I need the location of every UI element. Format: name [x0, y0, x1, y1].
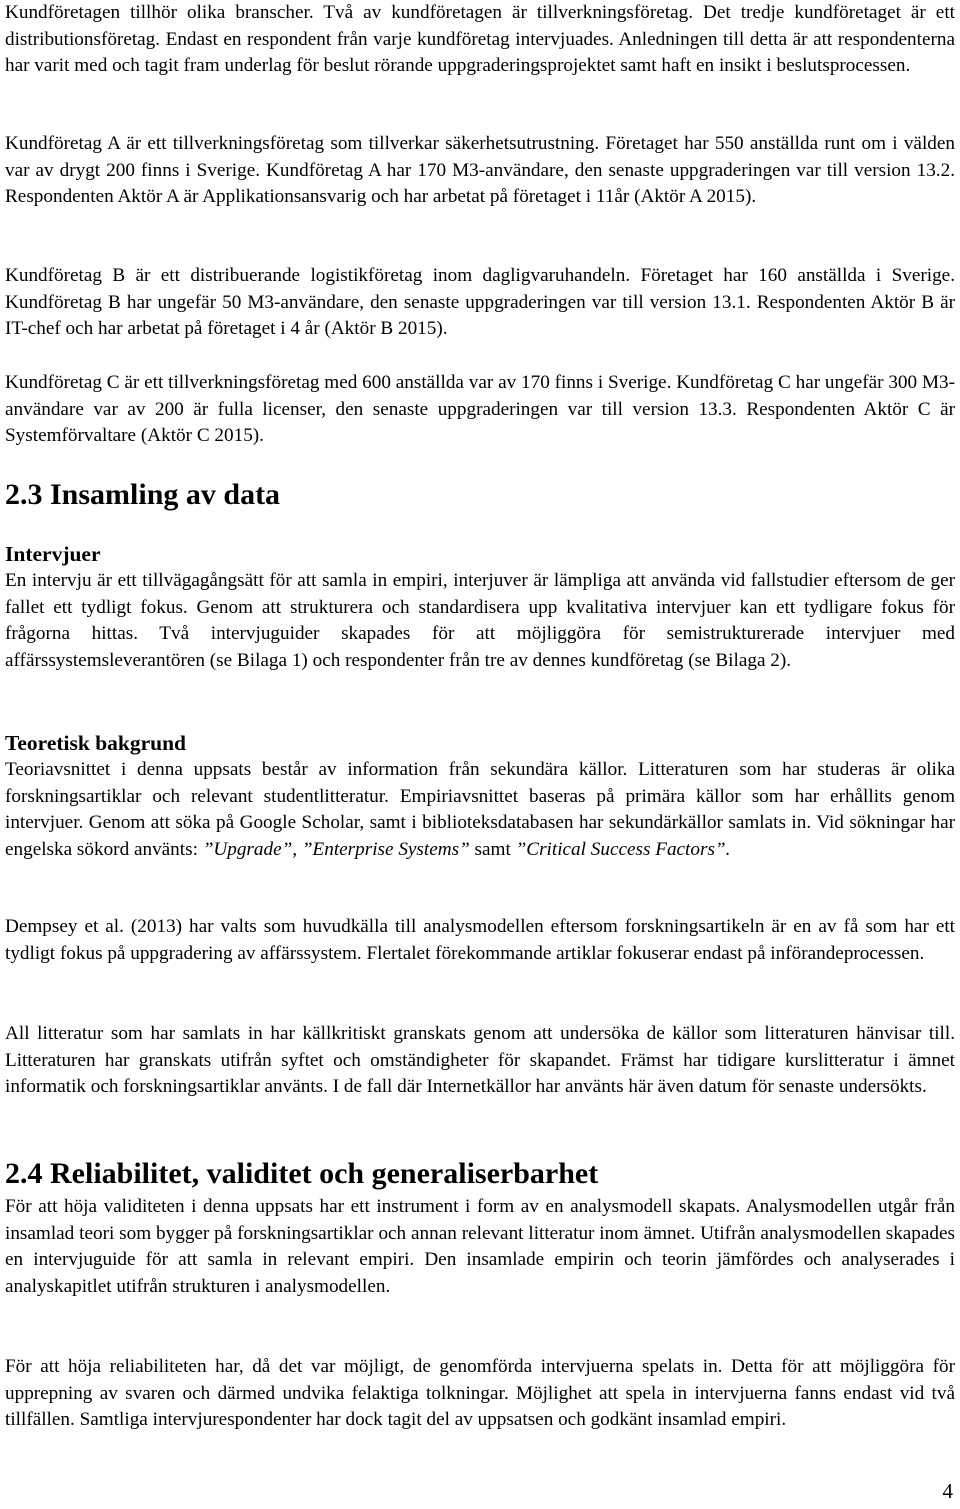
- paragraph-text: All litteratur som har samlats in har källkritiskt granskats genom att undersöka de källor som litteraturen hänvisar till. Litteraturen har granskats utifrån syftet och omständigheter för skapandet. Främst har tidigare kurslitteratur i ämnet informatik och forskningsartiklar använts. I de fall där Internetkällor har använts här även datum för senaste undersökts.: [5, 1023, 955, 1098]
- paragraph-text: Kundföretag B är ett distribuerande logistikföretag inom dagligvaruhandeln. Företaget har 160 anställda i Sverige. Kundföretag B har ungefär 50 M3-användare, den senaste uppgraderingen var till version 13.1. Respondenten Aktör B är IT-chef och har arbetat på företaget i 4 år (Aktör B 2015).: [5, 265, 955, 340]
- subheading-interviews: Intervjuer: [5, 542, 101, 566]
- paragraph-company-c: [5, 370, 955, 450]
- paragraph-interviews: [5, 568, 955, 674]
- paragraph-company-b: [5, 263, 955, 343]
- paragraph-text: Kundföretagen tillhör olika branscher. Två av kundföretagen är tillverkningsföretag. Det tredje kundföretaget är ett distributionsföretag. Endast en respondent från varje kundföretag intervjuades. Anledningen till detta är att respondenterna har varit med och tagit fram underlag för beslut rörande uppgraderingsprojektet samt haft en insikt i beslutsprocessen.: [5, 2, 955, 77]
- page-number: 4: [942, 1479, 953, 1503]
- paragraph-dempsey: [5, 914, 955, 967]
- paragraph-reliability: [5, 1354, 955, 1434]
- paragraph-theory: [5, 757, 955, 863]
- paragraph-text: Kundföretag C är ett tillverkningsföretag med 600 anställda var av 170 finns i Sverige. Kundföretag C har ungefär 300 M3-användare var av 200 är fulla licenser, den senaste uppgraderingen var till version 13.3. Respondenten Aktör C är Systemförvaltare (Aktör C 2015).: [5, 372, 955, 447]
- paragraph-validity: [5, 1194, 955, 1300]
- keyword-conjunction: samt: [469, 838, 516, 860]
- paragraph-intro: [5, 0, 955, 80]
- paragraph-text: Dempsey et al. (2013) har valts som huvudkälla till analysmodellen eftersom forskningsartikeln är en av få som har ett tydligt fokus på uppgradering av affärssystem. Flertalet förekommande artiklar fokuserar endast på införandeprocessen.: [5, 916, 955, 964]
- keyword-upgrade-enterprise: ”Upgrade”, ”Enterprise Systems”: [202, 838, 470, 860]
- paragraph-text: [5, 757, 955, 863]
- paragraph-text: För att höja validiteten i denna uppsats har ett instrument i form av en analysmodell skapats. Analysmodellen utgår från insamlad teori som bygger på forskningsartiklar och annan relevant litteratur inom ämnet. Utifrån analysmodellen skapades en intervjuguide för att samla in relevant empiri. Den insamlade empirin och teorin jämfördes och analyserades i analyskapitlet utifrån strukturen i analysmodellen.: [5, 1196, 955, 1297]
- paragraph-company-a: [5, 131, 955, 211]
- paragraph-literature: [5, 1021, 955, 1101]
- paragraph-text: För att höja reliabiliteten har, då det var möjligt, de genomförda intervjuerna spelats in. Detta för att möjliggöra för upprepning av svaren och därmed undvika felaktiga tolkningar. Möjlighet att spela in intervjuerna fanns endast vid två tillfällen. Samtliga intervjurespondenter har dock tagit del av uppsatsen och godkänt insamlad empiri.: [5, 1356, 955, 1431]
- theory-text: Teoriavsnittet i denna uppsats består av information från sekundära källor. Litteraturen som har studeras är olika forskningsartiklar och relevant studentlitteratur. Empiriavsnittet baseras på primära källor som har erhållits genom intervjuer. Genom att söka på Google Scholar, samt i biblioteksdatabasen har sekundärkällor samlats in. Vid sökningar har engelska sökord använts:: [5, 759, 955, 860]
- paragraph-text: Kundföretag A är ett tillverkningsföretag som tillverkar säkerhetsutrustning. Företaget har 550 anställda runt om i välden var av drygt 200 finns i Sverige. Kundföretag A har 170 M3-användare, den senaste uppgraderingen var till version 13.2. Respondenten Aktör A är Applikationsansvarig och har arbetat på företaget i 11år (Aktör A 2015).: [5, 133, 955, 208]
- paragraph-text: En intervju är ett tillvägagångsätt för att samla in empiri, interjuver är lämpliga att använda vid fallstudier eftersom de ger fallet ett tydligt fokus. Genom att strukturera och standardisera upp kvalitativa intervjuer kan ett tydligare fokus för frågorna hittas. Två intervjuguider skapades för att möjliggöra för semistrukturerade intervjuer med affärssystemsleverantören (se Bilaga 1) och respondenter från tre av dennes kundföretag (se Bilaga 2).: [5, 570, 955, 671]
- section-heading-2-4: 2.4 Reliabilitet, validitet och generaliserbarhet: [5, 1157, 599, 1190]
- keyword-csf: ”Critical Success Factors”.: [515, 838, 731, 860]
- subheading-theory: Teoretisk bakgrund: [5, 731, 187, 755]
- section-heading-2-3: 2.3 Insamling av data: [5, 478, 281, 511]
